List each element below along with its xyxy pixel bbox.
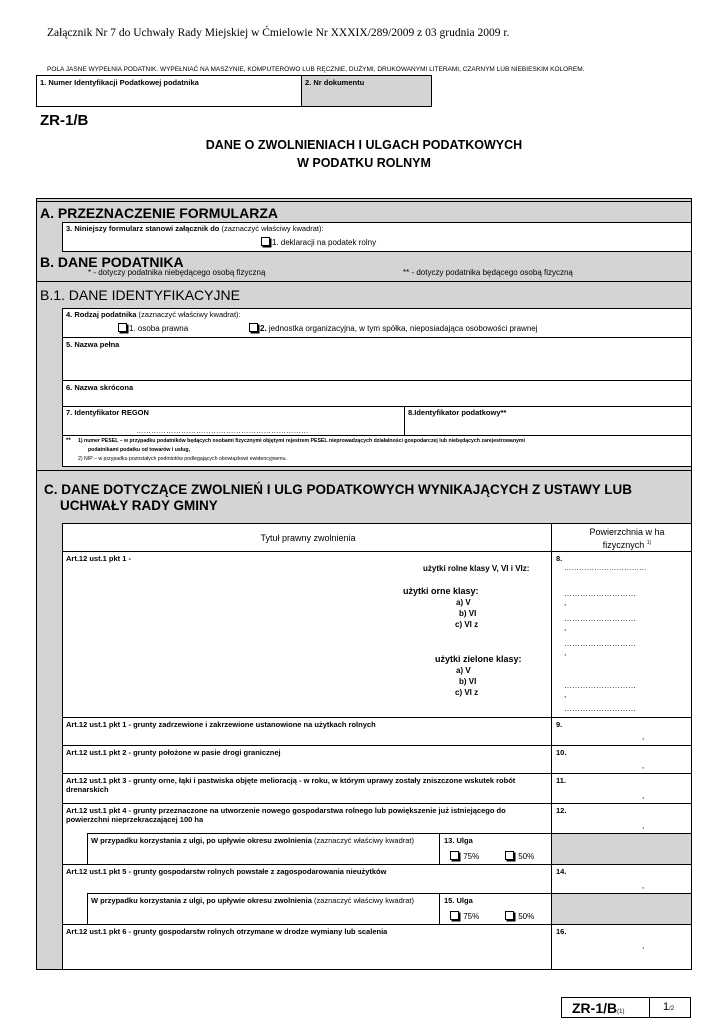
checkbox-icon[interactable] (249, 323, 258, 332)
zielone-a: a) V (456, 666, 471, 675)
option-deklaracja-label: 1. deklaracji na podatek rolny (272, 238, 377, 247)
row-label: Art.12 ust.1 pkt 5 - grunty gospodarstw rolnych powstałe z zagospodarowania nieużytków (66, 867, 387, 876)
footnote-2: 2) NIP – w przypadku pozostałych podmiotów podlegających obowiązkowi ewidencyjnemu. (78, 456, 287, 462)
option-deklaracja[interactable] (261, 237, 376, 247)
row-label: Art.12 ust.1 pkt 3 - grunty orne, łąki i pastwiska objęte melioracją - w roku, w którym uprawy zostały zniszczone wskutek robót drenarskich (66, 776, 516, 794)
checkbox-icon[interactable] (118, 323, 127, 332)
option-75-label: 75% (463, 912, 480, 921)
fill-instruction: POLA JASNE WYPEŁNIA PODATNIK. WYPEŁNIAĆ NA MASZYNIE, KOMPUTEROWO LUB RĘCZNIE, DUŻYMI, DRUKOWANYMI LITERAMI, CZARNYM LUB NIEBIESKIM KOLOREM. (47, 66, 585, 73)
comma: , (642, 732, 645, 741)
footer-code-box (561, 997, 650, 1018)
ulga-15-option-50[interactable] (505, 911, 534, 921)
regon-dots: …………………………………………………………… (136, 426, 309, 435)
field-4-label: 4. Rodzaj podatnika (66, 310, 137, 319)
option-50-label: 50% (518, 912, 535, 921)
field-num: 10. (556, 748, 567, 757)
col-area-header (551, 523, 692, 552)
zielone-b: b) VI (459, 677, 477, 686)
field-num: 11. (556, 776, 567, 785)
ulga-13-text-box (87, 833, 440, 865)
comma: , (642, 881, 645, 890)
ulga-13-option-75[interactable] (450, 851, 479, 861)
ulga-15-text: W przypadku korzystania z ulgi, po upływie okresu zwolnienia (91, 896, 312, 905)
comma: , (564, 690, 567, 699)
area-dots: ……………………… (564, 639, 636, 648)
option-legal-person[interactable] (118, 323, 188, 333)
footer-code-sub: (1) (617, 1009, 625, 1015)
option-50-label: 50% (518, 852, 535, 861)
page-number: 1 (663, 1001, 670, 1013)
section-b-title: B. DANE PODATNIKA (40, 254, 184, 270)
row-art12-pkt1 (62, 551, 552, 718)
option-legal-person-label: 1. osoba prawna (129, 324, 189, 333)
row-art12-pkt3 (62, 773, 552, 804)
orne-a: a) V (456, 598, 471, 607)
divider (36, 470, 692, 471)
zielone-label: użytki zielone klasy: (435, 654, 522, 664)
field-3-label: 3. Niniejszy formularz stanowi załącznik do (66, 224, 220, 233)
area-dots: ……………………… (564, 589, 636, 598)
short-name-label: 6. Nazwa skrócona (66, 383, 134, 392)
col-title-label: Tytuł prawny zwolnienia (260, 533, 356, 543)
nip-field[interactable] (36, 75, 302, 107)
footnote-1: 1) numer PESEL – w przypadku podatników będących osobami fizycznymi objętymi rejestrem PESEL nieprowadzących działalności gospodarczej lub niebędących zarejestrowanymi (78, 438, 525, 444)
field-num: 9. (556, 720, 563, 729)
area-dots: ……………………… (564, 704, 636, 713)
grey-cell (551, 893, 692, 925)
area-dots: ……………………… (564, 681, 636, 690)
ulga-15-option-75[interactable] (450, 911, 479, 921)
option-num: 2. (260, 324, 267, 333)
comma: , (642, 761, 645, 770)
field-8-area[interactable] (551, 551, 692, 718)
field-16-area[interactable] (551, 924, 692, 970)
ulga-15-field (439, 893, 552, 925)
form-title-line2: W PODATKU ROLNYM (297, 156, 431, 170)
row-art12-pkt2 (62, 745, 552, 774)
field-num: 8. (556, 554, 563, 563)
orne-label: użytki orne klasy: (403, 586, 479, 596)
ulga-13-option-50[interactable] (505, 851, 534, 861)
checkbox-icon[interactable] (450, 911, 459, 920)
comma: , (564, 598, 567, 607)
divider (36, 281, 692, 282)
short-name-field[interactable] (62, 380, 692, 407)
area-dots: …………………………… (564, 563, 647, 572)
ulga-15-text-box (87, 893, 440, 925)
annex-header: Załącznik Nr 7 do Uchwały Rady Miejskiej w Ćmielowie Nr XXXIX/289/2009 z 03 grudnia 2009 r. (47, 27, 510, 39)
row-sub-vvi: użytki rolne klasy V, VI i VIz: (423, 564, 530, 573)
col-area-label: Powierzchnia w ha fizycznych (589, 527, 665, 550)
comma: , (564, 623, 567, 632)
tax-id-field[interactable] (404, 406, 692, 436)
row-art12-pkt6 (62, 924, 552, 970)
nip-label: 1. Numer Identyfikacji Podatkowej podatnika (40, 78, 199, 87)
footer-code: ZR-1/B (572, 1000, 618, 1016)
form-title-line1: DANE O ZWOLNIENIACH I ULGACH PODATKOWYCH (205, 138, 523, 152)
field-3-box (62, 222, 692, 252)
full-name-label: 5. Nazwa pełna (66, 340, 120, 349)
page-total: /2 (669, 1006, 675, 1012)
note-legal-entity: * - dotyczy podatnika niebędącego osobą fizyczną (88, 268, 266, 277)
ulga-15-hint: (zaznaczyć właściwy kwadrat) (313, 896, 414, 905)
checkbox-icon[interactable] (450, 851, 459, 860)
field-14-area[interactable] (551, 864, 692, 894)
field-9-area[interactable] (551, 717, 692, 746)
footnote-mark: ** (66, 438, 71, 444)
row-label: Art.12 ust.1 pkt 6 - grunty gospodarstw rolnych otrzymane w drodze wymiany lub scalenia (66, 927, 388, 936)
comma: , (642, 941, 645, 950)
comma: , (564, 648, 567, 657)
row-label: Art.12 ust.1 pkt 1 - grunty zadrzewione i zakrzewione ustanowione na użytkach rolnych (66, 720, 376, 729)
ulga-13-label: 13. Ulga (444, 836, 473, 845)
ulga-13-text: W przypadku korzystania z ulgi, po upływie okresu zwolnienia (91, 836, 312, 845)
frame-double-line (36, 201, 692, 202)
regon-field[interactable] (62, 406, 405, 436)
row-label: Art.12 ust.1 pkt 2 - grunty położone w pasie drogi granicznej (66, 748, 281, 757)
section-c-title-line1: C. DANE DOTYCZĄCE ZWOLNIEŃ I ULG PODATKOWYCH WYNIKAJĄCYCH Z USTAWY LUB (44, 482, 632, 497)
ulga-13-hint: (zaznaczyć właściwy kwadrat) (313, 836, 414, 845)
checkbox-icon[interactable] (261, 237, 270, 246)
field-4-hint: (zaznaczyć właściwy kwadrat): (138, 310, 241, 319)
section-a-title: A. PRZEZNACZENIE FORMULARZA (40, 205, 278, 221)
grey-cell (551, 833, 692, 865)
option-organizational-unit[interactable] (249, 323, 538, 333)
field-10-area[interactable] (551, 745, 692, 774)
note-natural-person: ** - dotyczy podatnika będącego osobą fizyczną (403, 268, 573, 277)
col-title-header (62, 523, 552, 552)
field-num: 12. (556, 806, 567, 815)
area-dots: ……………………… (564, 614, 636, 623)
footnotes-box (62, 435, 692, 467)
section-b1-title: B.1. DANE IDENTYFIKACYJNE (40, 287, 240, 303)
page-number-box (649, 997, 691, 1018)
tax-id-label: 8.Identyfikator podatkowy** (408, 408, 507, 417)
field-3-hint: (zaznaczyć właściwy kwadrat): (221, 224, 324, 233)
section-c-title-line2: UCHWAŁY RADY GMINY (60, 498, 218, 513)
option-organizational-unit-label: jednostka organizacyjna, w tym spółka, nieposiadająca osobowości prawnej (268, 324, 538, 333)
regon-label: 7. Identyfikator REGON (66, 408, 149, 417)
ulga-13-field (439, 833, 552, 865)
field-4-box (62, 308, 692, 338)
orne-b: b) VI (459, 609, 477, 618)
comma: , (642, 791, 645, 800)
comma: , (642, 821, 645, 830)
document-number-field (301, 75, 432, 107)
field-num: 14. (556, 867, 567, 876)
field-11-area[interactable] (551, 773, 692, 804)
checkbox-icon[interactable] (505, 851, 514, 860)
option-75-label: 75% (463, 852, 480, 861)
col-area-sup: 1) (646, 540, 652, 546)
row-label: Art.12 ust.1 pkt 1 - (66, 554, 132, 563)
checkbox-icon[interactable] (505, 911, 514, 920)
row-label: Art.12 ust.1 pkt 4 - grunty przeznaczone na utworzenie nowego gospodarstwa rolnego lub powiększenie już istniejącego do powierzchni nieprzekraczającej 100 ha (66, 806, 506, 824)
form-code: ZR-1/B (40, 112, 89, 129)
field-12-area[interactable] (551, 803, 692, 834)
document-number-label: 2. Nr dokumentu (305, 78, 365, 87)
orne-c: c) VI z (455, 620, 479, 629)
footnote-1b: podatnikami podatku od towarów i usług, (88, 447, 191, 453)
zielone-c: c) VI z (455, 688, 479, 697)
full-name-field[interactable] (62, 337, 692, 381)
row-art12-pkt1-trees (62, 717, 552, 746)
ulga-15-label: 15. Ulga (444, 896, 473, 905)
field-num: 16. (556, 927, 567, 936)
